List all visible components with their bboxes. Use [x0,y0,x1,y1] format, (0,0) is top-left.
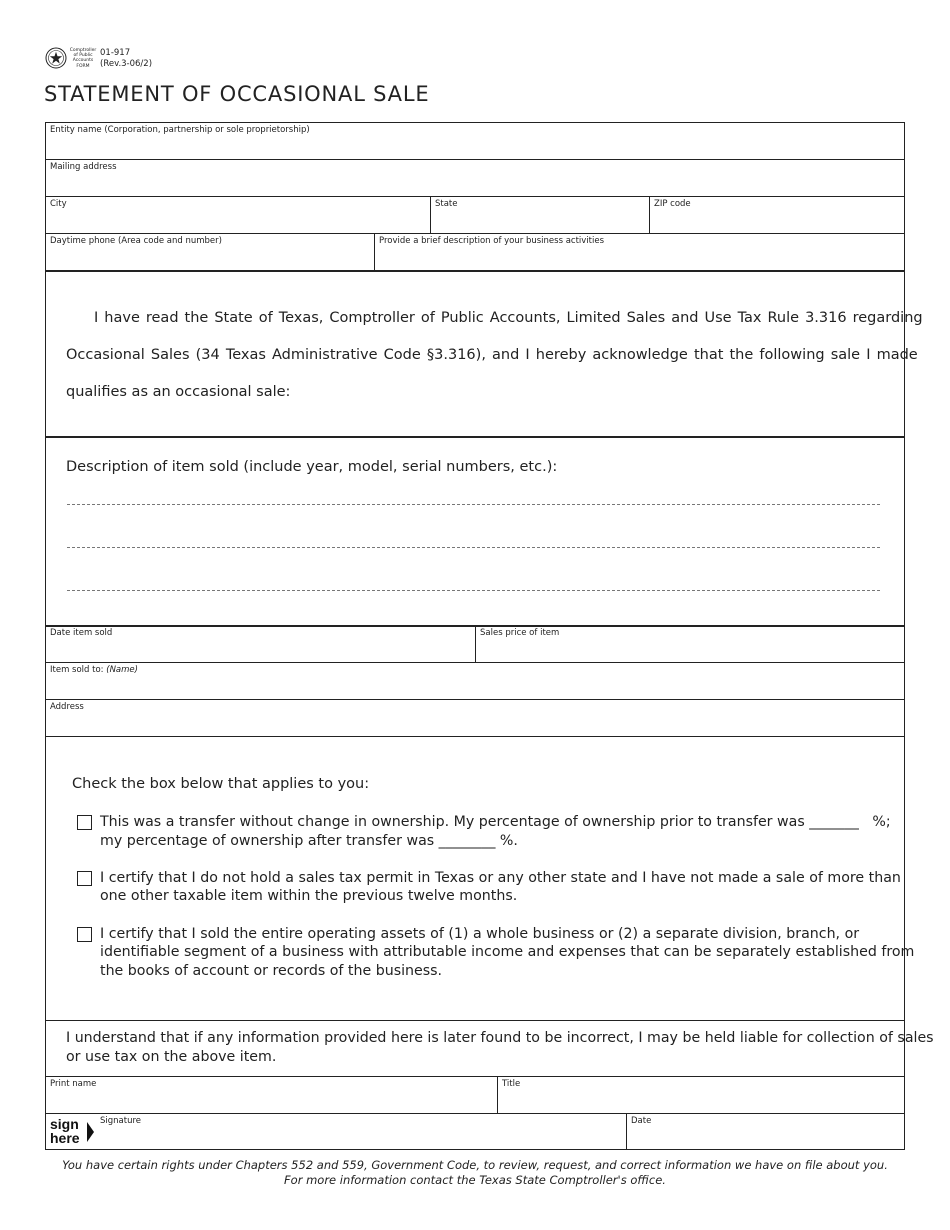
title-label: Title [502,1079,521,1089]
footer-contact-notice: For more information contact the Texas State Comptroller's office. [284,1173,666,1187]
form-number: 01-917 [100,48,131,58]
address-field[interactable] [45,699,905,736]
phone-field[interactable] [45,233,374,271]
seal-caption: Comptroller of Public Accounts FORM [69,48,97,69]
page-title: STATEMENT OF OCCASIONAL SALE [44,82,430,106]
mailing-address-label: Mailing address [50,162,117,172]
option-transfer-line-1: This was a transfer without change in ownership. My percentage of ownership prior to transfer was _______ %; [100,814,891,830]
here-word: here [50,1130,80,1146]
state-label: State [435,199,458,209]
footer-rights-notice: You have certain rights under Chapters 552 and 559, Government Code, to review, request, and correct information we have on file about you. [62,1158,888,1172]
divider [45,270,905,272]
address-label: Address [50,702,84,712]
acknowledgement-line-3: qualifies as an occasional sale: [66,384,291,400]
date-sold-field[interactable] [45,625,475,662]
entity-name-label: Entity name (Corporation, partnership or sole proprietorship) [50,125,310,135]
option-transfer-line-2: my percentage of ownership after transfer was ________ %. [100,833,518,849]
options-heading: Check the box below that applies to you: [72,776,370,792]
title-field[interactable] [497,1076,905,1113]
date-label: Date [631,1116,652,1126]
city-label: City [50,199,67,209]
acknowledgement-line-2: Occasional Sales (34 Texas Administrative Code §3.316), and I hereby acknowledge that the following sale I made [66,347,918,363]
option-business-assets-line-3: the books of account or records of the business. [100,963,443,979]
phone-label: Daytime phone (Area code and number) [50,236,222,246]
form-revision: (Rev.3-06/2) [100,59,153,69]
divider [45,736,905,737]
liability-line-1: I understand that if any information provided here is later found to be incorrect, I may be held liable for collection of sales [66,1030,934,1046]
zip-label: ZIP code [654,199,691,209]
business-description-label: Provide a brief description of your business activities [379,236,605,246]
sign-word: sign [50,1116,79,1132]
signature-field[interactable] [95,1113,626,1150]
option-no-permit-line-2: one other taxable item within the previous twelve months. [100,888,518,904]
texas-seal-icon [45,47,67,69]
business-description-field[interactable] [374,233,905,271]
sold-to-field[interactable] [45,662,905,699]
option-business-assets-line-2: identifiable segment of a business with attributable income and expenses that can be separately established from [100,944,915,960]
zip-field[interactable] [649,196,905,233]
sold-to-hint: (Name) [106,665,138,675]
print-name-field[interactable] [45,1076,497,1113]
sign-here-marker [50,1117,80,1145]
state-field[interactable] [430,196,649,233]
option-no-permit-line-1: I certify that I do not hold a sales tax permit in Texas or any other state and I have not made a sale of more than [100,870,901,886]
option-business-assets-checkbox[interactable] [77,927,92,942]
item-description-line-1[interactable] [67,504,880,505]
date-sold-label: Date item sold [50,628,113,638]
sales-price-label: Sales price of item [480,628,560,638]
divider [45,436,905,438]
mailing-address-field[interactable] [45,159,905,196]
item-description-line-2[interactable] [67,547,880,548]
sold-to-label: Item sold to: (Name) [50,665,138,675]
date-field[interactable] [626,1113,905,1150]
option-business-assets-line-1: I certify that I sold the entire operating assets of (1) a whole business or (2) a separate division, branch, or [100,926,860,942]
city-field[interactable] [45,196,430,233]
item-description-line-3[interactable] [67,590,880,591]
item-description-label: Description of item sold (include year, model, serial numbers, etc.): [66,459,558,475]
liability-line-2: or use tax on the above item. [66,1049,277,1065]
sign-arrow-icon [87,1122,94,1142]
option-transfer-checkbox[interactable] [77,815,92,830]
sales-price-field[interactable] [475,625,905,662]
acknowledgement-line-1: I have read the State of Texas, Comptroller of Public Accounts, Limited Sales and Use Tax Rule 3.316 regarding [94,310,923,326]
signature-label: Signature [100,1116,142,1126]
divider [45,1020,905,1021]
print-name-label: Print name [50,1079,97,1089]
form-number-block [100,48,152,70]
option-no-permit-checkbox[interactable] [77,871,92,886]
entity-name-field[interactable] [45,122,905,159]
